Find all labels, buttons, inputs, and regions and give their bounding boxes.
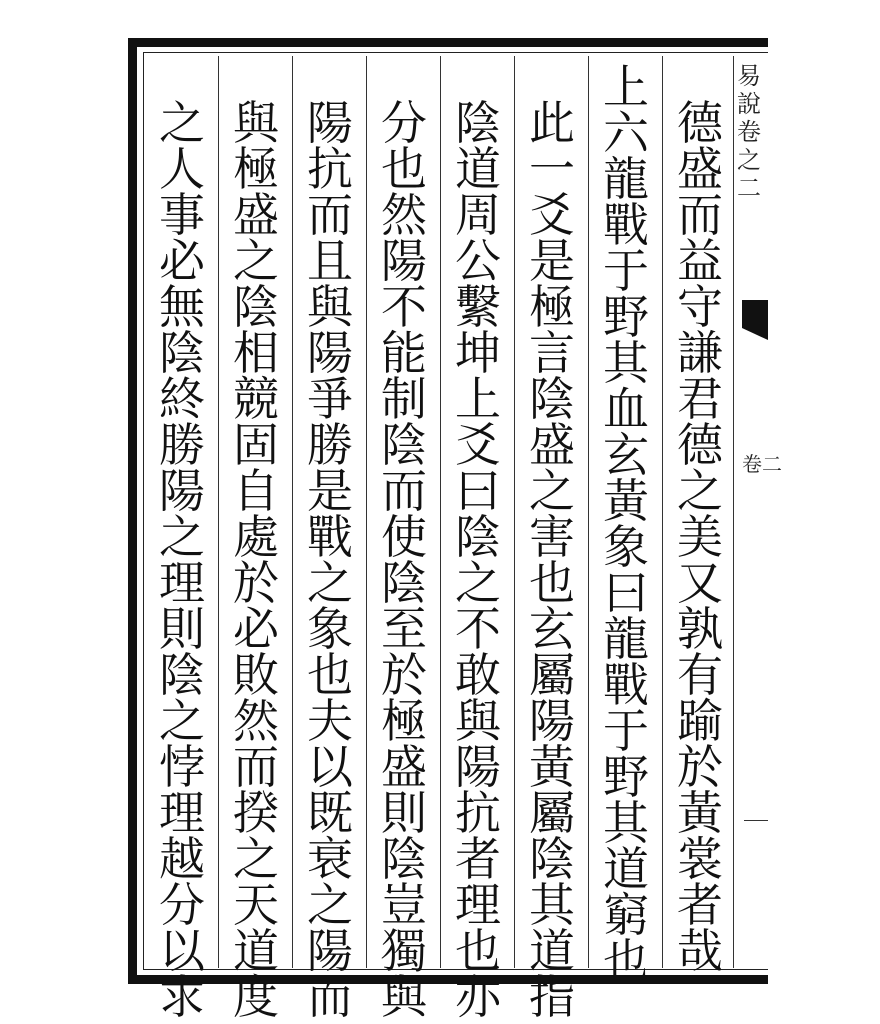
glyph: 揆	[233, 786, 279, 840]
glyph: 則	[159, 602, 205, 656]
glyph: 不	[381, 280, 427, 334]
glyph: 極	[381, 694, 427, 748]
glyph: 衰	[307, 832, 353, 886]
glyph: 與	[233, 96, 279, 150]
glyph: 也	[307, 648, 353, 702]
glyph: 求	[159, 970, 205, 1024]
glyph: 陰	[381, 832, 427, 886]
glyph: 道	[233, 924, 279, 978]
glyph: 曰	[603, 566, 649, 620]
glyph: 之	[159, 96, 205, 150]
glyph: 爻	[529, 188, 575, 242]
glyph: 抗	[307, 142, 353, 196]
glyph: 且	[307, 234, 353, 288]
glyph: 陽	[381, 234, 427, 288]
glyph: 屬	[529, 648, 575, 702]
glyph: 黃	[603, 474, 649, 528]
glyph: 陰	[529, 832, 575, 886]
text-column-4	[446, 96, 510, 1024]
text-column-6	[298, 96, 362, 1024]
glyph: 也	[603, 934, 649, 988]
glyph: 黃	[529, 740, 575, 794]
edge-title	[736, 64, 762, 204]
glyph: 分	[159, 878, 205, 932]
glyph: 是	[529, 234, 575, 288]
glyph: 則	[381, 786, 427, 840]
text-column-5	[372, 96, 436, 1024]
edge-title-glyph: 易	[737, 64, 761, 90]
glyph: 必	[233, 602, 279, 656]
glyph: 之	[677, 464, 723, 518]
glyph: 與	[307, 280, 353, 334]
glyph: 指	[529, 970, 575, 1024]
glyph: 爻	[455, 418, 501, 472]
text-column-2	[594, 60, 658, 988]
edge-tick	[744, 820, 768, 821]
glyph: 道	[529, 924, 575, 978]
glyph: 又	[677, 556, 723, 610]
glyph: 不	[455, 602, 501, 656]
glyph: 之	[455, 556, 501, 610]
glyph: 也	[455, 924, 501, 978]
glyph: 一	[529, 142, 575, 196]
column-rule	[366, 56, 367, 968]
column-rule	[662, 56, 663, 968]
glyph: 陽	[159, 464, 205, 518]
glyph: 陽	[455, 740, 501, 794]
glyph: 陰	[233, 280, 279, 334]
glyph: 陰	[455, 510, 501, 564]
glyph: 君	[677, 372, 723, 426]
glyph: 也	[381, 142, 427, 196]
glyph: 自	[233, 464, 279, 518]
glyph: 此	[529, 96, 575, 150]
glyph: 盛	[381, 740, 427, 794]
edge-title-glyph: 之	[737, 146, 761, 174]
glyph: 裳	[677, 832, 723, 886]
glyph: 勝	[159, 418, 205, 472]
glyph: 之	[233, 234, 279, 288]
glyph: 其	[603, 796, 649, 850]
glyph: 能	[381, 326, 427, 380]
glyph: 而	[307, 970, 353, 1024]
glyph: 血	[603, 382, 649, 436]
glyph: 上	[455, 372, 501, 426]
glyph: 終	[159, 372, 205, 426]
glyph: 玄	[603, 428, 649, 482]
glyph: 陰	[381, 418, 427, 472]
glyph: 於	[381, 648, 427, 702]
glyph: 盛	[677, 142, 723, 196]
glyph: 獨	[381, 924, 427, 978]
column-rule	[514, 56, 515, 968]
glyph: 之	[159, 694, 205, 748]
column-rule	[440, 56, 441, 968]
glyph: 者	[455, 832, 501, 886]
glyph: 至	[381, 602, 427, 656]
glyph: 之	[529, 464, 575, 518]
glyph: 然	[381, 188, 427, 242]
glyph: 之	[233, 832, 279, 886]
glyph: 豈	[381, 878, 427, 932]
glyph: 以	[159, 924, 205, 978]
glyph: 謙	[677, 326, 723, 380]
glyph: 其	[603, 336, 649, 390]
glyph: 盛	[529, 418, 575, 472]
glyph: 敗	[233, 648, 279, 702]
glyph: 處	[233, 510, 279, 564]
glyph: 龍	[603, 612, 649, 666]
glyph: 固	[233, 418, 279, 472]
edge-title-glyph: 二	[737, 174, 761, 202]
glyph: 象	[603, 520, 649, 574]
glyph: 玄	[529, 602, 575, 656]
glyph: 坤	[455, 326, 501, 380]
glyph: 戰	[307, 510, 353, 564]
glyph: 野	[603, 750, 649, 804]
glyph: 黃	[677, 786, 723, 840]
glyph: 相	[233, 326, 279, 380]
glyph: 而	[677, 188, 723, 242]
glyph: 陰	[455, 96, 501, 150]
glyph: 盛	[233, 188, 279, 242]
glyph: 極	[529, 280, 575, 334]
glyph: 悖	[159, 740, 205, 794]
column-rule	[588, 56, 589, 968]
glyph: 之	[159, 510, 205, 564]
glyph: 抗	[455, 786, 501, 840]
glyph: 然	[233, 694, 279, 748]
glyph: 必	[159, 234, 205, 288]
glyph: 之	[307, 556, 353, 610]
glyph: 守	[677, 280, 723, 334]
glyph: 使	[381, 510, 427, 564]
glyph: 而	[307, 188, 353, 242]
glyph: 制	[381, 372, 427, 426]
glyph: 敢	[455, 648, 501, 702]
glyph: 越	[159, 832, 205, 886]
glyph: 有	[677, 648, 723, 702]
glyph: 夫	[307, 694, 353, 748]
glyph: 於	[233, 556, 279, 610]
glyph: 陽	[529, 694, 575, 748]
glyph: 害	[529, 510, 575, 564]
glyph: 上	[603, 60, 649, 114]
glyph: 戰	[603, 198, 649, 252]
glyph: 哉	[677, 924, 723, 978]
glyph: 益	[677, 234, 723, 288]
glyph: 亦	[455, 970, 501, 1024]
glyph: 理	[159, 556, 205, 610]
glyph: 德	[677, 418, 723, 472]
column-rule	[218, 56, 219, 968]
glyph: 無	[159, 280, 205, 334]
glyph: 者	[677, 878, 723, 932]
glyph: 陰	[529, 372, 575, 426]
glyph: 陰	[159, 648, 205, 702]
glyph: 既	[307, 786, 353, 840]
glyph: 屬	[529, 786, 575, 840]
volume-label: 卷二	[742, 452, 782, 476]
edge-title-glyph: 卷	[737, 118, 761, 146]
edge-title-glyph: 說	[737, 90, 761, 118]
glyph: 勝	[307, 418, 353, 472]
glyph: 理	[455, 878, 501, 932]
glyph: 道	[603, 842, 649, 896]
glyph: 踰	[677, 694, 723, 748]
glyph: 言	[529, 326, 575, 380]
glyph: 道	[455, 142, 501, 196]
glyph: 象	[307, 602, 353, 656]
text-column-1	[668, 96, 732, 978]
glyph: 公	[455, 234, 501, 288]
glyph: 于	[603, 704, 649, 758]
glyph: 陽	[307, 96, 353, 150]
column-rule	[292, 56, 293, 968]
glyph: 于	[603, 244, 649, 298]
glyph: 陽	[307, 924, 353, 978]
glyph: 極	[233, 142, 279, 196]
glyph: 爭	[307, 372, 353, 426]
glyph: 也	[529, 556, 575, 610]
glyph: 與	[381, 970, 427, 1024]
glyph: 美	[677, 510, 723, 564]
glyph: 於	[677, 740, 723, 794]
glyph: 而	[233, 740, 279, 794]
text-column-8	[150, 96, 214, 1024]
glyph: 陰	[381, 556, 427, 610]
glyph: 與	[455, 694, 501, 748]
glyph: 理	[159, 786, 205, 840]
glyph: 之	[307, 878, 353, 932]
glyph: 繫	[455, 280, 501, 334]
glyph: 度	[233, 970, 279, 1024]
glyph: 戰	[603, 658, 649, 712]
glyph: 而	[381, 464, 427, 518]
glyph: 六	[603, 106, 649, 160]
glyph: 競	[233, 372, 279, 426]
text-column-7	[224, 96, 288, 1024]
glyph: 人	[159, 142, 205, 196]
glyph: 窮	[603, 888, 649, 942]
glyph: 分	[381, 96, 427, 150]
glyph: 曰	[455, 464, 501, 518]
glyph: 野	[603, 290, 649, 344]
glyph: 天	[233, 878, 279, 932]
glyph: 以	[307, 740, 353, 794]
glyph: 陰	[159, 326, 205, 380]
glyph: 周	[455, 188, 501, 242]
text-column-3	[520, 96, 584, 1024]
glyph: 孰	[677, 602, 723, 656]
glyph: 其	[529, 878, 575, 932]
glyph: 是	[307, 464, 353, 518]
glyph: 德	[677, 96, 723, 150]
glyph: 龍	[603, 152, 649, 206]
glyph: 陽	[307, 326, 353, 380]
glyph: 事	[159, 188, 205, 242]
